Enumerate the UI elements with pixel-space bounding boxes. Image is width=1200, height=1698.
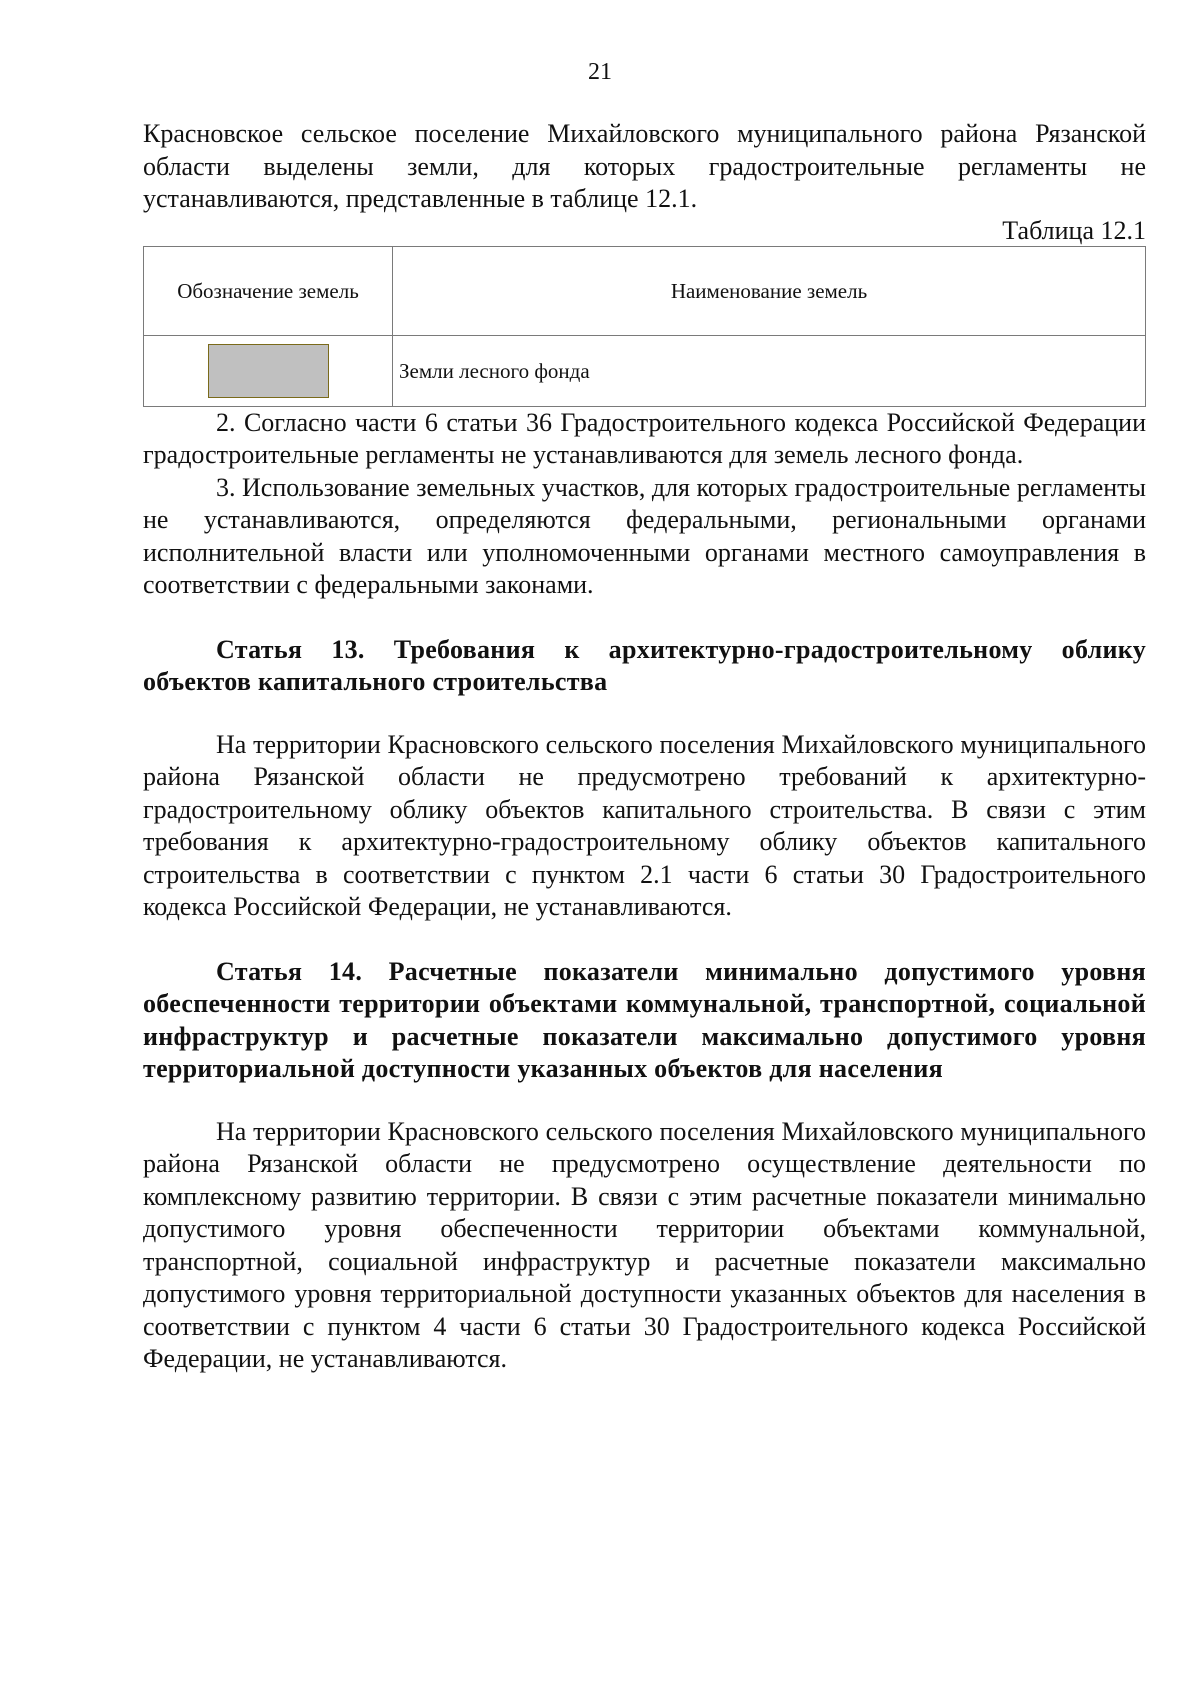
land-name-cell: Земли лесного фонда xyxy=(393,335,1146,406)
designation-cell xyxy=(144,335,393,406)
page-content xyxy=(143,118,1146,1376)
article-13-body: На территории Красновского сельского поселения Михайловского муниципального района Рязанской области не предусмотрено требований к архитектурно-градостроительному облику объектов капитального строительства. В связи с этим требования к архитектурно-градостроительному облику объектов капитального строительства в соответствии с пунктом 2.1 части 6 статьи 30 Градостроительного кодекса Российской Федерации, не устанавливаются. xyxy=(143,729,1146,921)
lands-table xyxy=(143,246,1146,407)
forest-land-swatch xyxy=(208,344,329,398)
intro-paragraph: Красновское сельское поселение Михайловского муниципального района Рязанской области выделены земли, для которых градостроительные регламенты не устанавливаются, представленные в таблице 12.1. xyxy=(143,119,1146,213)
paragraph-3: 3. Использование земельных участков, для которых градостроительные регламенты не устанавливаются, определяются федеральными, региональными органами исполнительной власти или уполномоченными органами местного самоуправления в соответствии с федеральными законами. xyxy=(143,472,1146,599)
header-land-name: Наименование земель xyxy=(393,246,1146,335)
paragraph-2: 2. Согласно части 6 статьи 36 Градостроительного кодекса Российской Федерации градостроительные регламенты не устанавливаются для земель лесного фонда. xyxy=(143,407,1146,469)
table-header-row xyxy=(144,246,1146,335)
header-designation: Обозначение земель xyxy=(144,246,393,335)
page-number: 21 xyxy=(588,59,612,85)
article-13-title: Статья 13. Требования к архитектурно-градостроительному облику объектов капитального строительства xyxy=(143,634,1146,696)
article-14-body: На территории Красновского сельского поселения Михайловского муниципального района Рязанской области не предусмотрено осуществление деятельности по комплексному развитию территории. В связи с этим расчетные показатели минимально допустимого уровня обеспеченности территории объектами коммунальной, транспортной, социальной инфраструктур и расчетные показатели максимально допустимого уровня территориальной доступности указанных объектов для населения в соответствии с пунктом 4 части 6 статьи 30 Градостроительного кодекса Российской Федерации, не устанавливаются. xyxy=(143,1116,1146,1373)
table-row xyxy=(144,335,1146,406)
article-14-title: Статья 14. Расчетные показатели минимально допустимого уровня обеспеченности территории объектами коммунальной, транспортной, социальной инфраструктур и расчетные показатели максимально допустимого уровня территориальной доступности указанных объектов для населения xyxy=(143,956,1146,1083)
table-caption: Таблица 12.1 xyxy=(1002,215,1146,245)
